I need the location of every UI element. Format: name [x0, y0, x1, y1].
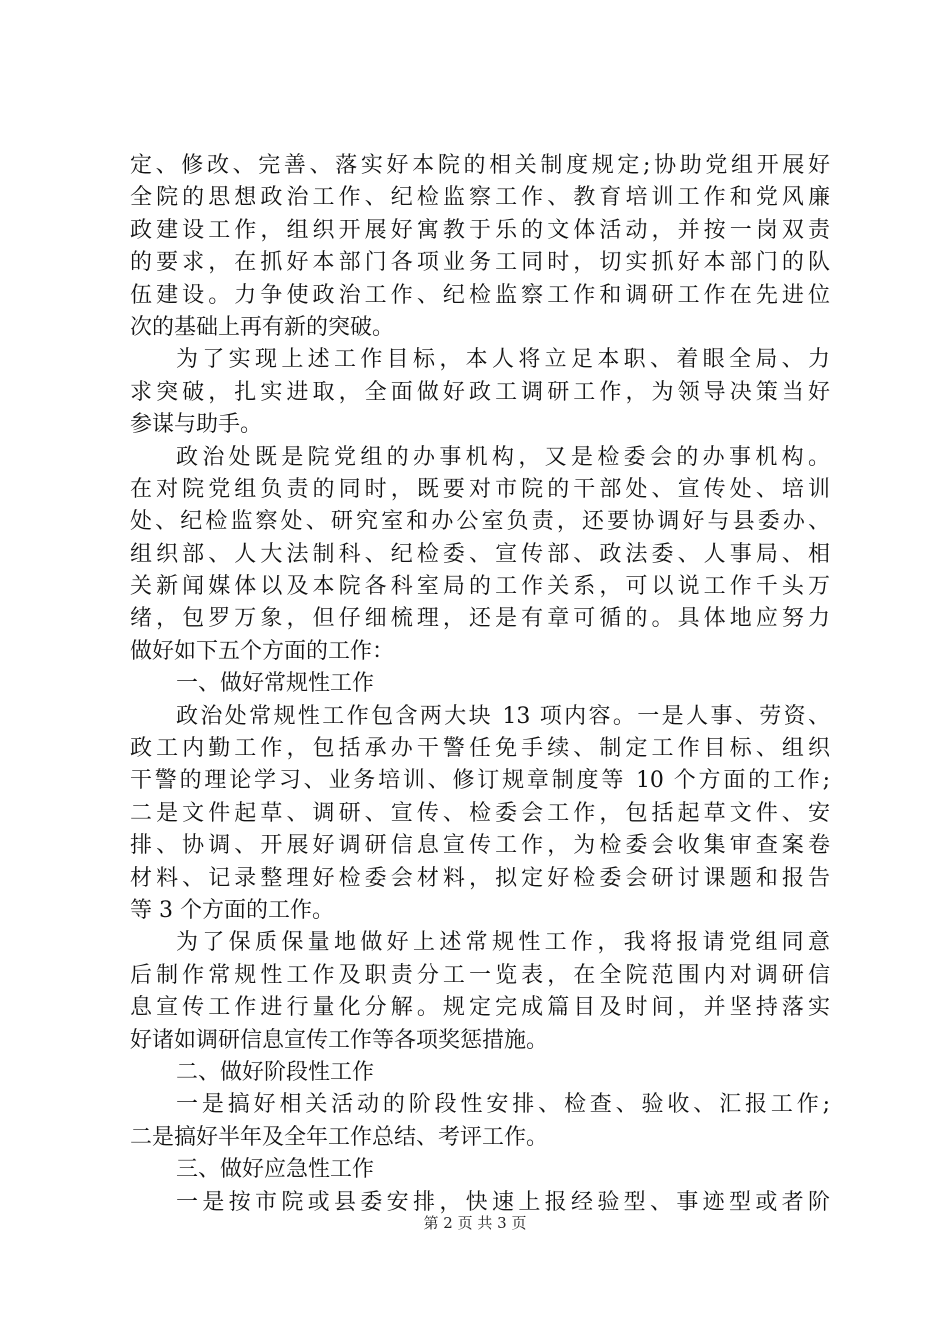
text-line: 为了实现上述工作目标，本人将立足本职、着眼全局、力 — [176, 347, 830, 373]
text-line: 组织部、人大法制科、纪检委、宣传部、政法委、人事局、相 — [130, 541, 830, 567]
text-line: 材料、记录整理好检委会材料，拟定好检委会研讨课题和报告 — [130, 865, 830, 891]
text-line: 二是搞好半年及全年工作总结、考评工作。 — [130, 1124, 549, 1150]
page-footer: 第 2 页 共 3 页 — [423, 1214, 527, 1232]
document-body — [130, 150, 830, 1219]
text-line: 在对院党组负责的同时，既要对市院的干部处、宣传处、培训 — [130, 476, 830, 502]
text-line: 后制作常规性工作及职责分工一览表，在全院范围内对调研信 — [130, 962, 830, 988]
text-line: 政工内勤工作，包括承办干警任免手续、制定工作目标、组织 — [130, 736, 830, 762]
text-line: 求突破，扎实进取，全面做好政工调研工作，为领导决策当好 — [130, 379, 830, 405]
text-line: 政建设工作，组织开展好寓教于乐的文体活动，并按一岗双责 — [130, 217, 830, 243]
text-line: 息宣传工作进行量化分解。规定完成篇目及时间，并坚持落实 — [130, 995, 830, 1021]
text-line: 二、做好阶段性工作 — [176, 1059, 375, 1085]
text-line: 关新闻媒体以及本院各科室局的工作关系，可以说工作千头万 — [130, 574, 830, 600]
text-line: 伍建设。力争使政治工作、纪检监察工作和调研工作在先进位 — [130, 282, 830, 308]
text-line: 一是按市院或县委安排，快速上报经验型、事迹型或者阶 — [176, 1189, 830, 1215]
text-line: 为了保质保量地做好上述常规性工作，我将报请党组同意 — [176, 930, 830, 956]
text-line: 政治处常规性工作包含两大块 13 项内容。一是人事、劳资、 — [176, 703, 830, 729]
text-line: 的要求，在抓好本部门各项业务工同时，切实抓好本部门的队 — [130, 250, 830, 276]
text-line: 二是文件起草、调研、宣传、检委会工作，包括起草文件、安 — [130, 800, 830, 826]
text-line: 排、协调、开展好调研信息宣传工作，为检委会收集审查案卷 — [130, 833, 830, 859]
text-line: 处、纪检监察处、研究室和办公室负责，还要协调好与县委办、 — [130, 509, 830, 535]
text-line: 绪，包罗万象，但仔细梳理，还是有章可循的。具体地应努力 — [130, 606, 830, 632]
text-line: 政治处既是院党组的办事机构，又是检委会的办事机构。 — [176, 444, 830, 470]
text-line: 做好如下五个方面的工作： — [130, 638, 395, 664]
text-line: 参谋与助手。 — [130, 412, 263, 438]
text-line: 定、修改、完善、落实好本院的相关制度规定;协助党组开展好 — [130, 153, 830, 178]
text-line: 一是搞好相关活动的阶段性安排、检查、验收、汇报工作; — [176, 1092, 830, 1118]
text-line: 等 3 个方面的工作。 — [130, 897, 334, 923]
text-line: 次的基础上再有新的突破。 — [130, 314, 395, 340]
text-line: 好诸如调研信息宣传工作等各项奖惩措施。 — [130, 1027, 549, 1053]
text-line: 全院的思想政治工作、纪检监察工作、教育培训工作和党风廉 — [130, 185, 830, 211]
text-line: 干警的理论学习、业务培训、修订规章制度等 10 个方面的工作; — [130, 768, 830, 794]
text-line: 三、做好应急性工作 — [176, 1157, 375, 1183]
text-line: 一、做好常规性工作 — [176, 671, 375, 697]
